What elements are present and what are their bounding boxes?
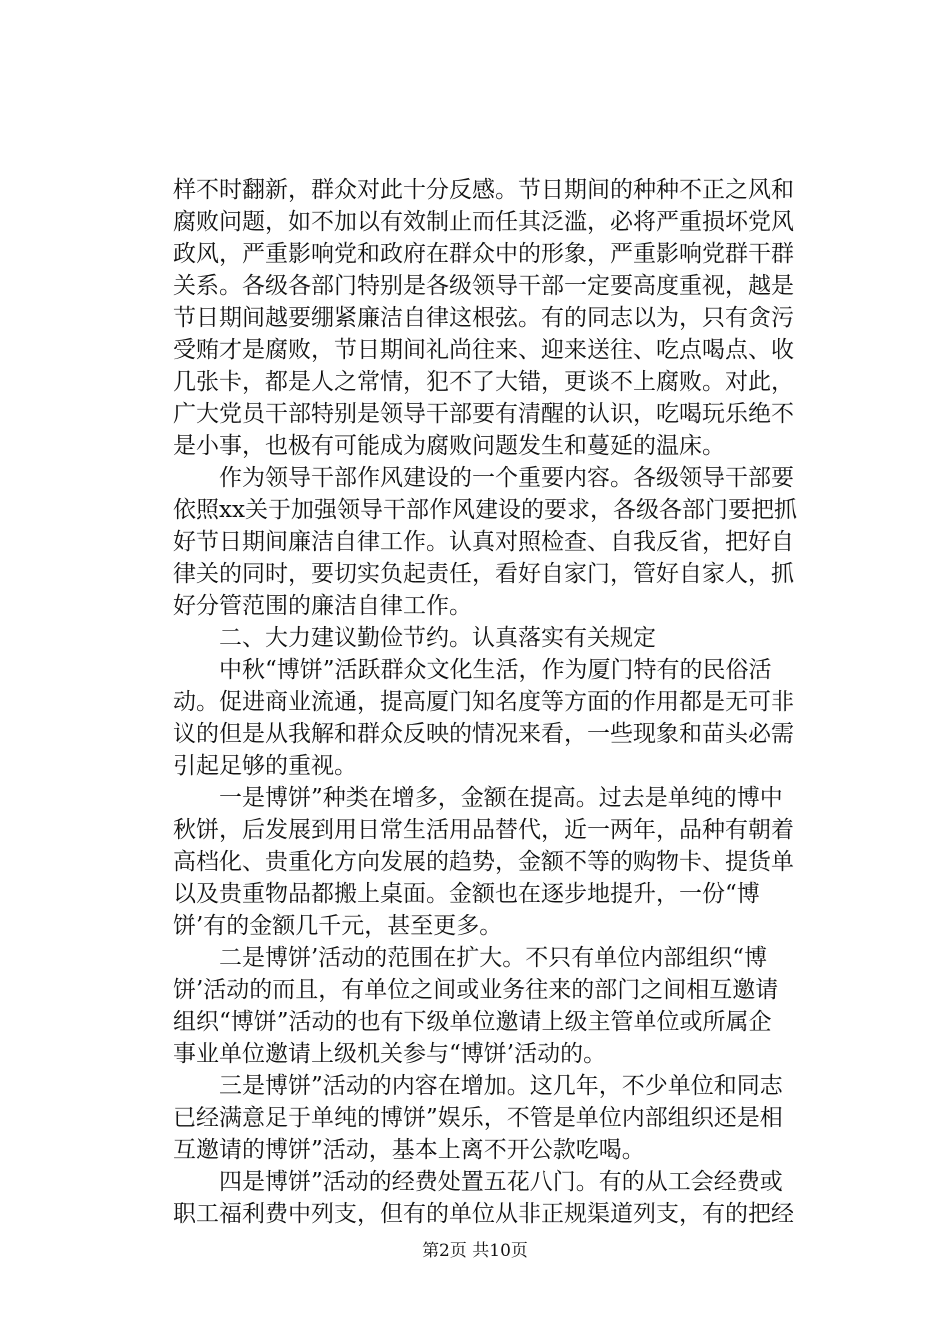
text-line: 是小事，也极有可能成为腐败问题发生和蔓延的温床。 xyxy=(173,433,725,459)
text-line: 事业单位邀请上级机关参与“博饼’活动的。 xyxy=(173,1041,607,1067)
text-line: 广大党员干部特别是领导干部要有清醒的认识，吃喝玩乐绝不 xyxy=(173,401,794,427)
text-line: 依照xx关于加强领导干部作风建设的要求，各级各部门要把抓 xyxy=(173,497,797,523)
text-line: 组织“博饼”活动的也有下级单位邀请上级主管单位或所属企 xyxy=(173,1009,772,1035)
text-line: 几张卡，都是人之常情，犯不了大错，更谈不上腐败。对此， xyxy=(173,369,794,395)
text-line: 饼’活动的而且，有单位之间或业务往来的部门之间相互邀请 xyxy=(173,977,779,1003)
text-line: 四是博饼”活动的经费处置五花八门。有的从工会经费或 xyxy=(173,1169,783,1195)
text-line: 三是博饼”活动的内容在增加。这几年，不少单位和同志 xyxy=(173,1073,783,1099)
page-footer: 第2页 共10页 xyxy=(422,1241,528,1261)
text-line: 受贿才是腐败，节日期间礼尚往来、迎来送往、吃点喝点、收 xyxy=(173,337,794,363)
text-line: 一是博饼”种类在增多，金额在提高。过去是单纯的博中 xyxy=(173,785,783,811)
text-line: 二是博饼’活动的范围在扩大。不只有单位内部组织“博 xyxy=(173,945,768,971)
text-line: 好分管范围的廉洁自律工作。 xyxy=(173,593,472,619)
text-line: 已经满意足于单纯的博饼”娱乐，不管是单位内部组织还是相 xyxy=(173,1105,783,1131)
text-line: 动。促进商业流通，提高厦门知名度等方面的作用都是无可非 xyxy=(173,689,794,715)
text-line: 腐败问题，如不加以有效制止而任其泛滥，必将严重损坏党风 xyxy=(173,209,794,235)
text-line: 高档化、贵重化方向发展的趋势，金额不等的购物卡、提货单 xyxy=(173,849,794,875)
text-line: 中秋“博饼”活跃群众文化生活，作为厦门特有的民俗活 xyxy=(173,657,772,683)
section-heading: 二、大力建议勤俭节约。认真落实有关规定 xyxy=(173,625,656,651)
text-line: 样不时翻新，群众对此十分反感。节日期间的种种不正之风和 xyxy=(173,177,794,203)
document-body xyxy=(173,174,833,1230)
text-line: 作为领导干部作风建设的一个重要内容。各级领导干部要 xyxy=(173,465,794,491)
text-line: 以及贵重物品都搬上桌面。金额也在逐步地提升，一份“博 xyxy=(173,881,760,907)
text-line: 律关的同时，要切实负起责任，看好自家门，管好自家人，抓 xyxy=(173,561,794,587)
text-line: 互邀请的博饼”活动，基本上离不开公款吃喝。 xyxy=(173,1137,645,1163)
text-line: 职工福利费中列支，但有的单位从非正规渠道列支，有的把经 xyxy=(173,1201,794,1227)
text-line: 政风，严重影响党和政府在群众中的形象，严重影响党群干群 xyxy=(173,241,794,267)
text-line: 饼’有的金额几千元，甚至更多。 xyxy=(173,913,503,939)
text-line: 引起足够的重视。 xyxy=(173,753,357,779)
text-line: 议的但是从我解和群众反映的情况来看，一些现象和苗头必需 xyxy=(173,721,794,747)
text-line: 好节日期间廉洁自律工作。认真对照检查、自我反省，把好自 xyxy=(173,529,794,555)
text-line: 节日期间越要绷紧廉洁自律这根弦。有的同志以为，只有贪污 xyxy=(173,305,794,331)
text-line: 关系。各级各部门特别是各级领导干部一定要高度重视，越是 xyxy=(173,273,794,299)
text-line: 秋饼，后发展到用日常生活用品替代，近一两年，品种有朝着 xyxy=(173,817,794,843)
